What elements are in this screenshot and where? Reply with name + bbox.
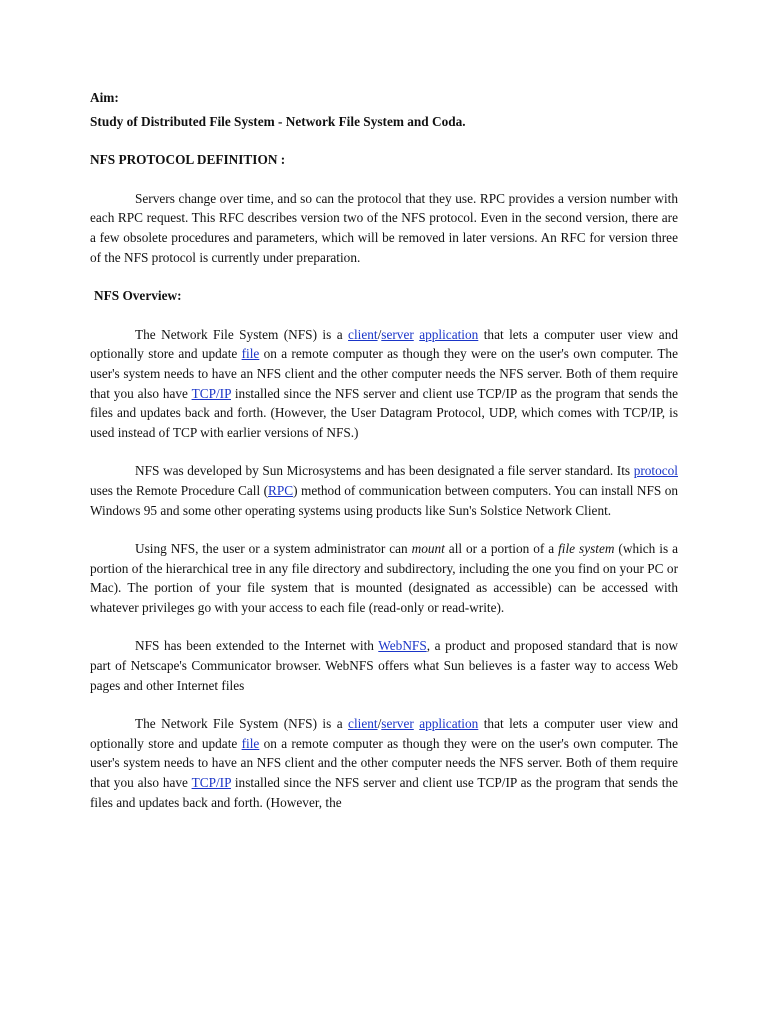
link-tcpip[interactable]: TCP/IP xyxy=(191,775,231,791)
overview-paragraph-2 xyxy=(90,461,678,520)
text-run: on a remote computer as though they were on the user's own computer. The user's system needs to have an NFS client and the other computer needs the NFS server. Both of them require that you also have xyxy=(90,735,678,791)
text-run: that lets a computer user view and optionally store and update xyxy=(90,326,678,362)
link-application[interactable]: application xyxy=(419,326,479,342)
text-run: , a product and proposed standard that is now part of Netscape's Communicator browser. WebNFS offers what Sun believes is a faster way to access Web pages and other Internet files xyxy=(90,638,678,693)
link-application[interactable]: application xyxy=(419,716,479,732)
link-protocol[interactable]: protocol xyxy=(633,463,678,479)
text-run: / xyxy=(377,326,382,342)
emphasis-file-system: file system xyxy=(558,541,615,557)
link-server[interactable]: server xyxy=(381,326,414,342)
link-webnfs[interactable]: WebNFS xyxy=(378,638,427,654)
text-run: Using NFS, the user or a system administrator can xyxy=(135,541,412,557)
text-run: (which is a portion of the hierarchical tree in any file directory and subdirectory, including the one you find on your PC or Mac). The portion of your file system that is mounted (designated as accessible) can be accessed with whatever privileges go with your access to each file (read-only or read-write). xyxy=(90,541,678,615)
link-file[interactable]: file xyxy=(241,735,260,751)
text-run: all or a portion of a xyxy=(444,541,559,557)
nfs-overview-title: NFS Overview: xyxy=(94,288,182,304)
text-run: The Network File System (NFS) is a xyxy=(135,716,349,732)
protocol-paragraph: Servers change over time, and so can the protocol that they use. RPC provides a version number with each RPC request. This RFC describes version two of the NFS protocol. Even in the second version, there are a few obsolete procedures and parameters, which will be removed in later versions. An RFC for version three of the NFS protocol is currently under preparation. xyxy=(90,190,678,265)
text-run: that lets a computer user view and optionally store and update xyxy=(90,716,678,751)
text-run: / xyxy=(377,716,382,732)
text-run: The Network File System (NFS) is a xyxy=(135,326,349,342)
overview-paragraph-5 xyxy=(90,714,678,812)
link-client[interactable]: client xyxy=(348,716,378,732)
link-tcpip[interactable]: TCP/IP xyxy=(191,385,231,401)
link-file[interactable]: file xyxy=(241,346,260,362)
link-server[interactable]: server xyxy=(381,716,414,732)
link-client[interactable]: client xyxy=(348,326,378,342)
overview-paragraph-4 xyxy=(90,636,678,695)
document-body xyxy=(90,88,678,812)
emphasis-mount: mount xyxy=(411,541,445,557)
nfs-protocol-title: NFS PROTOCOL DEFINITION : xyxy=(90,152,286,168)
text-run: on a remote computer as though they were on the user's own computer. The user's system needs to have an NFS client and the other computer needs the NFS server. Both of them require that you also have xyxy=(90,346,678,401)
text-run: installed since the NFS server and client use TCP/IP as the program that sends the files and updates back and forth. (However, the xyxy=(90,775,678,810)
text-run: NFS has been extended to the Internet with xyxy=(135,638,379,654)
text-run: uses the Remote Procedure Call ( xyxy=(90,482,268,498)
text-run: installed since the NFS server and client use TCP/IP as the program that sends the files and updates back and forth. (However, the User Datagram Protocol, UDP, which comes with TCP/IP, is used instead of TCP with earlier versions of NFS.) xyxy=(90,385,678,440)
text-run: ) method of communication between computers. You can install NFS on Windows 95 and some other operating systems using products like Sun's Solstice Network Client. xyxy=(90,482,678,518)
overview-paragraph-3 xyxy=(90,539,678,617)
study-title: Study of Distributed File System - Network File System and Coda. xyxy=(90,113,466,129)
text-run: NFS was developed by Sun Microsystems and has been designated a file server standard. Its xyxy=(135,463,634,479)
aim-label: Aim: xyxy=(90,90,119,105)
link-rpc[interactable]: RPC xyxy=(268,482,294,498)
overview-paragraph-1 xyxy=(90,325,678,443)
